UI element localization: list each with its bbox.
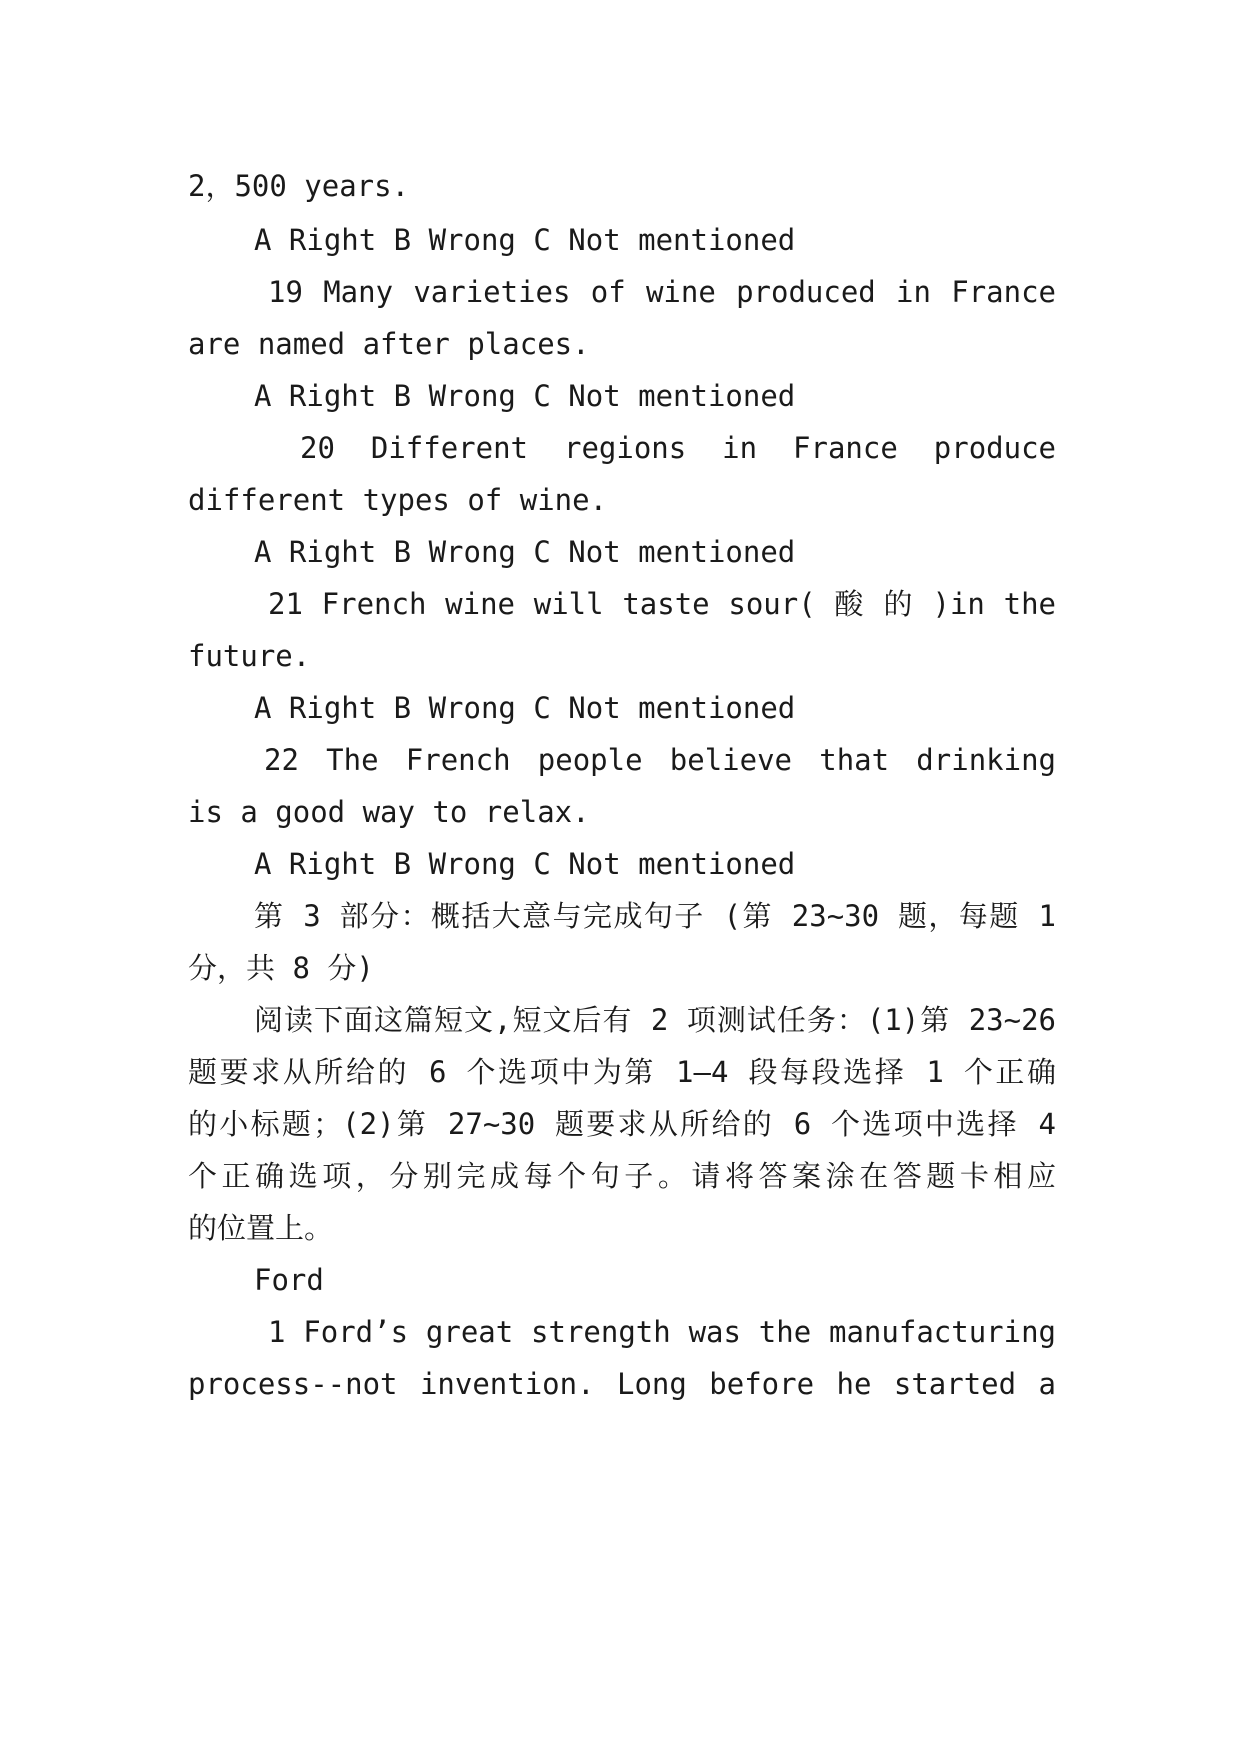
answer-options: A Right B Wrong C Not mentioned bbox=[254, 691, 796, 725]
passage-title: Ford bbox=[254, 1263, 324, 1297]
question-21: 21 French wine will taste sour( 酸 的 )in the bbox=[268, 587, 1056, 621]
question-19: 19 Many varieties of wine produced in France bbox=[268, 275, 1056, 309]
question-22: 22 The French people believe that drinking bbox=[264, 743, 1056, 777]
passage-paragraph: 1 Ford’s great strength was the manufacturing bbox=[268, 1315, 1056, 1349]
answer-options: A Right B Wrong C Not mentioned bbox=[254, 223, 796, 257]
instructions: 的小标题；(2)第 27~30 题要求从所给的 6 个选项中选择 4 bbox=[188, 1107, 1056, 1141]
answer-options: A Right B Wrong C Not mentioned bbox=[254, 379, 796, 413]
text-line: different types of wine. bbox=[188, 483, 608, 517]
question-20: 20 Different regions in France produce bbox=[300, 431, 1056, 465]
text-line: future. bbox=[188, 639, 311, 673]
instructions: 阅读下面这篇短文,短文后有 2 项测试任务：(1)第 23~26 bbox=[254, 1003, 1056, 1037]
instructions: 的位置上。 bbox=[188, 1211, 334, 1245]
text-line: are named after places. bbox=[188, 327, 590, 361]
text-line: 分，共 8 分) bbox=[188, 951, 374, 985]
answer-options: A Right B Wrong C Not mentioned bbox=[254, 847, 796, 881]
instructions: 个正确选项，分别完成每个句子。请将答案涂在答题卡相应 bbox=[188, 1159, 1056, 1193]
text-line: is a good way to relax. bbox=[188, 795, 590, 829]
answer-options: A Right B Wrong C Not mentioned bbox=[254, 535, 796, 569]
instructions: 题要求从所给的 6 个选项中为第 1—4 段每段选择 1 个正确 bbox=[188, 1055, 1056, 1089]
passage-paragraph: process--not invention. Long before he started a bbox=[188, 1367, 1056, 1401]
text-line: 2，500 years. bbox=[188, 169, 410, 203]
section-heading: 第 3 部分：概括大意与完成句子 (第 23~30 题，每题 1 bbox=[254, 899, 1056, 933]
